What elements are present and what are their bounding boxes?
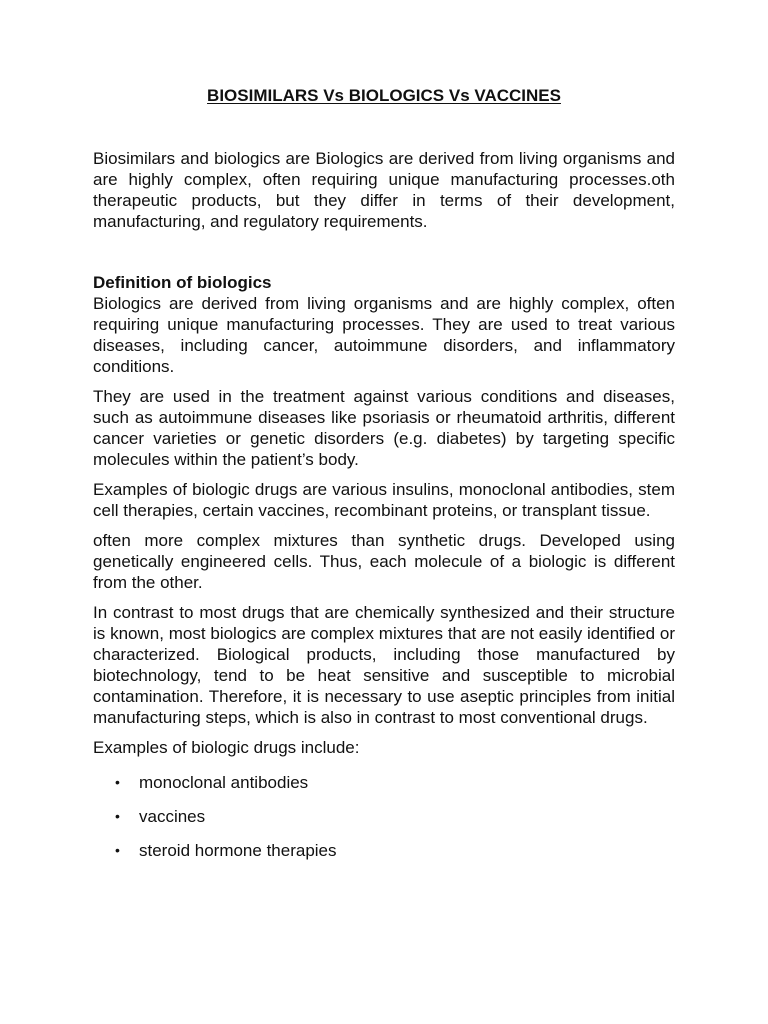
list-item-text: monoclonal antibodies [139,773,309,792]
section-heading: Definition of biologics [93,273,272,292]
intro-text: Biosimilars and biologics are Biologics are derived from living organisms and are highly complex, often requiring unique manufacturing processes.oth therapeutic products, but they differ in terms of their development, manufacturing, and regulatory requirements. [93,149,675,231]
list-item-text: vaccines [139,807,206,826]
bullet-icon: • [115,808,120,824]
document-title: BIOSIMILARS Vs BIOLOGICS Vs VACCINES [207,86,561,105]
list-item [93,772,675,793]
list-item [93,806,675,827]
intro-paragraph [93,148,675,232]
paragraph-5: In contrast to most drugs that are chemically synthesized and their structure is known, most biologics are complex mixtures that are not easily identified or characterized. Biological products, including those manufactured by biotechnology, tend to be heat sensitive and susceptible to microbial contamination. Therefore, it is necessary to use aseptic principles from initial manufacturing steps, which is also in contrast to most conventional drugs. [93,603,675,727]
paragraph-2: They are used in the treatment against various conditions and diseases, such as autoimmune diseases like psoriasis or rheumatoid arthritis, different cancer varieties or genetic disorders (e.g. diabetes) by targeting specific molecules within the patient’s body. [93,387,675,469]
paragraph-4: often more complex mixtures than synthetic drugs. Developed using genetically engineered cells. Thus, each molecule of a biologic is different from the other. [93,531,675,592]
list-item [93,840,675,861]
list-item-text: steroid hormone therapies [139,841,337,860]
paragraph-1: Biologics are derived from living organisms and are highly complex, often requiring unique manufacturing processes. They are used to treat various diseases, including cancer, autoimmune disorders, and inflammatory conditions. [93,294,675,376]
paragraph-6: Examples of biologic drugs include: [93,738,360,757]
definition-section [93,272,675,874]
bullet-icon: • [115,842,120,858]
paragraph-3: Examples of biologic drugs are various insulins, monoclonal antibodies, stem cell therapies, certain vaccines, recombinant proteins, or transplant tissue. [93,480,675,520]
bullet-icon: • [115,774,120,790]
biologic-drugs-list [93,772,675,861]
